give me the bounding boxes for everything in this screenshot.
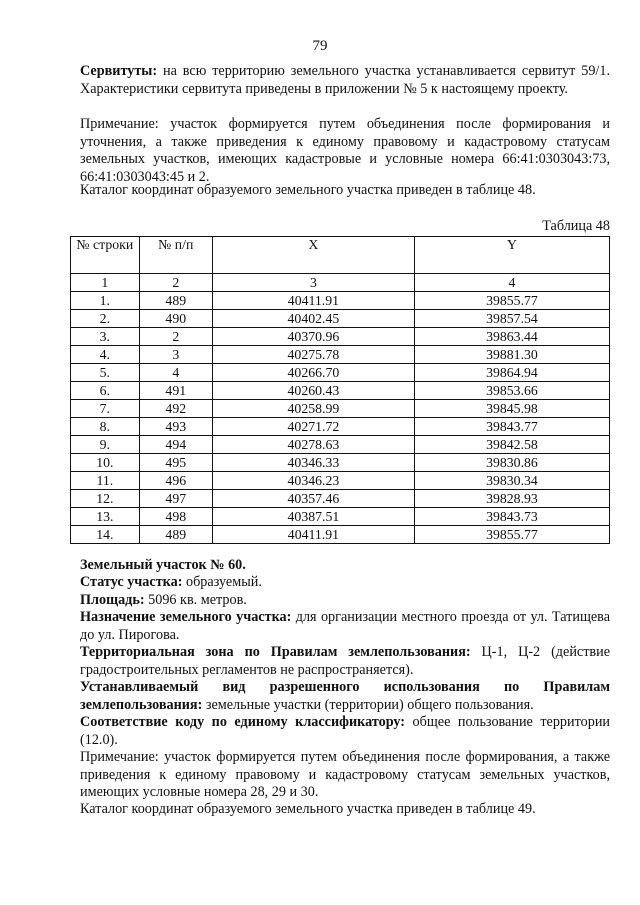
point-number-cell: 498 bbox=[139, 508, 212, 526]
y-cell: 39830.86 bbox=[414, 454, 609, 472]
x-cell: 40266.70 bbox=[212, 364, 414, 382]
table-row bbox=[71, 292, 610, 310]
use-value: земельные участки (территории) общего пользования. bbox=[202, 696, 534, 713]
table-caption: Таблица 48 bbox=[542, 218, 610, 234]
zone-value: Ц-1, Ц-2 (действие градостроительных регламентов не распространяется). bbox=[80, 644, 610, 678]
plot-zone bbox=[80, 644, 610, 679]
plot-title-text: Земельный участок № 60. bbox=[80, 557, 246, 573]
page-number: 79 bbox=[312, 38, 328, 54]
column-number: 1 bbox=[71, 274, 140, 292]
x-cell: 40411.91 bbox=[212, 292, 414, 310]
point-number-cell: 496 bbox=[139, 472, 212, 490]
servitude-label: Сервитуты: bbox=[80, 63, 158, 80]
row-number-cell: 12. bbox=[71, 490, 140, 508]
point-number-cell: 490 bbox=[139, 310, 212, 328]
point-number-cell: 494 bbox=[139, 436, 212, 454]
row-number-cell: 4. bbox=[71, 346, 140, 364]
point-number-cell: 489 bbox=[139, 292, 212, 310]
x-cell: 40346.23 bbox=[212, 472, 414, 490]
point-number-cell: 491 bbox=[139, 382, 212, 400]
header-row-number: № строки bbox=[71, 237, 140, 274]
status-label: Статус участка: bbox=[80, 574, 183, 590]
plot-catalog: Каталог координат образуемого земельного участка приведен в таблице 49. bbox=[80, 801, 536, 817]
point-number-cell: 492 bbox=[139, 400, 212, 418]
x-cell: 40278.63 bbox=[212, 436, 414, 454]
row-number-cell: 13. bbox=[71, 508, 140, 526]
row-number-cell: 3. bbox=[71, 328, 140, 346]
code-label: Соответствие коду по единому классификатору: bbox=[80, 714, 406, 730]
column-number: 2 bbox=[139, 274, 212, 292]
code-value: общее пользование территории (12.0). bbox=[80, 714, 611, 748]
y-cell: 39857.54 bbox=[414, 310, 609, 328]
row-number-cell: 6. bbox=[71, 382, 140, 400]
x-cell: 40357.46 bbox=[212, 490, 414, 508]
table-row bbox=[71, 382, 610, 400]
row-number-cell: 9. bbox=[71, 436, 140, 454]
table-row bbox=[71, 526, 610, 544]
point-number-cell: 493 bbox=[139, 418, 212, 436]
y-cell: 39830.34 bbox=[414, 472, 609, 490]
table-row bbox=[71, 310, 610, 328]
y-cell: 39843.77 bbox=[414, 418, 609, 436]
servitude-text: на всю территорию земельного участка устанавливается сервитут 59/1. Характеристики сервитута приведены в приложении № 5 к настоящему проекту. bbox=[80, 63, 610, 97]
table-row bbox=[71, 400, 610, 418]
header-row bbox=[71, 237, 610, 274]
y-cell: 39843.73 bbox=[414, 508, 609, 526]
row-number-cell: 5. bbox=[71, 364, 140, 382]
row-number-cell: 8. bbox=[71, 418, 140, 436]
area-label: Площадь: bbox=[80, 592, 145, 608]
table-row bbox=[71, 472, 610, 490]
plot-area bbox=[80, 592, 610, 610]
x-cell: 40346.33 bbox=[212, 454, 414, 472]
y-cell: 39864.94 bbox=[414, 364, 609, 382]
table-row bbox=[71, 454, 610, 472]
x-cell: 40411.91 bbox=[212, 526, 414, 544]
point-number-cell: 489 bbox=[139, 526, 212, 544]
x-cell: 40387.51 bbox=[212, 508, 414, 526]
header-point-number: № п/п bbox=[139, 237, 212, 274]
x-cell: 40260.43 bbox=[212, 382, 414, 400]
row-number-cell: 11. bbox=[71, 472, 140, 490]
point-number-cell: 2 bbox=[139, 328, 212, 346]
row-number-cell: 10. bbox=[71, 454, 140, 472]
point-number-cell: 3 bbox=[139, 346, 212, 364]
table-row bbox=[71, 436, 610, 454]
y-cell: 39855.77 bbox=[414, 526, 609, 544]
table-row bbox=[71, 418, 610, 436]
area-value: 5096 кв. метров. bbox=[144, 592, 247, 608]
table-body bbox=[71, 292, 610, 544]
coordinates-table bbox=[70, 236, 610, 544]
y-cell: 39845.98 bbox=[414, 400, 609, 418]
row-number-cell: 7. bbox=[71, 400, 140, 418]
table-row bbox=[71, 328, 610, 346]
y-cell: 39881.30 bbox=[414, 346, 609, 364]
table-row bbox=[71, 490, 610, 508]
column-number: 4 bbox=[414, 274, 609, 292]
y-cell: 39863.44 bbox=[414, 328, 609, 346]
x-cell: 40370.96 bbox=[212, 328, 414, 346]
purpose-label: Назначение земельного участка: bbox=[80, 609, 292, 625]
catalog-paragraph: Каталог координат образуемого земельного участка приведен в таблице 48. bbox=[80, 182, 536, 199]
note-paragraph: Примечание: участок формируется путем объединения после формирования и уточнения, а также приведения к единому правовому и кадастровому статусам земельных участков, имеющих кадастровые и условные номера 66:41:0303043:73, 66:41:0303043:45 и 2. bbox=[80, 116, 610, 185]
zone-label: Территориальная зона по Правилам землепользования: bbox=[80, 644, 471, 660]
table-row bbox=[71, 346, 610, 364]
plot-status bbox=[80, 574, 610, 592]
point-number-cell: 497 bbox=[139, 490, 212, 508]
plot-code bbox=[80, 714, 610, 749]
x-cell: 40275.78 bbox=[212, 346, 414, 364]
header-y: Y bbox=[414, 237, 609, 274]
column-number-row bbox=[71, 274, 610, 292]
use-label: Устанавливаемый вид разрешенного использования по Правилам землепользования: bbox=[80, 679, 610, 713]
row-number-cell: 2. bbox=[71, 310, 140, 328]
table-row bbox=[71, 508, 610, 526]
y-cell: 39853.66 bbox=[414, 382, 609, 400]
purpose-value: для организации местного проезда от ул. Татищева до ул. Пирогова. bbox=[80, 609, 610, 643]
y-cell: 39828.93 bbox=[414, 490, 609, 508]
x-cell: 40258.99 bbox=[212, 400, 414, 418]
row-number-cell: 14. bbox=[71, 526, 140, 544]
column-number: 3 bbox=[212, 274, 414, 292]
plot-note: Примечание: участок формируется путем объединения после формирования, а также приведения к единому правовому и кадастровому статусам земельных участков, имеющих условные номера 28, 29 и 30. bbox=[80, 749, 610, 800]
plot-title bbox=[80, 557, 610, 575]
plot-use bbox=[80, 679, 610, 714]
point-number-cell: 495 bbox=[139, 454, 212, 472]
status-value: образуемый. bbox=[182, 574, 262, 590]
point-number-cell: 4 bbox=[139, 364, 212, 382]
header-x: X bbox=[212, 237, 414, 274]
x-cell: 40402.45 bbox=[212, 310, 414, 328]
plot-purpose bbox=[80, 609, 610, 644]
table-row bbox=[71, 364, 610, 382]
row-number-cell: 1. bbox=[71, 292, 140, 310]
y-cell: 39855.77 bbox=[414, 292, 609, 310]
x-cell: 40271.72 bbox=[212, 418, 414, 436]
y-cell: 39842.58 bbox=[414, 436, 609, 454]
servitude-paragraph bbox=[80, 63, 610, 98]
